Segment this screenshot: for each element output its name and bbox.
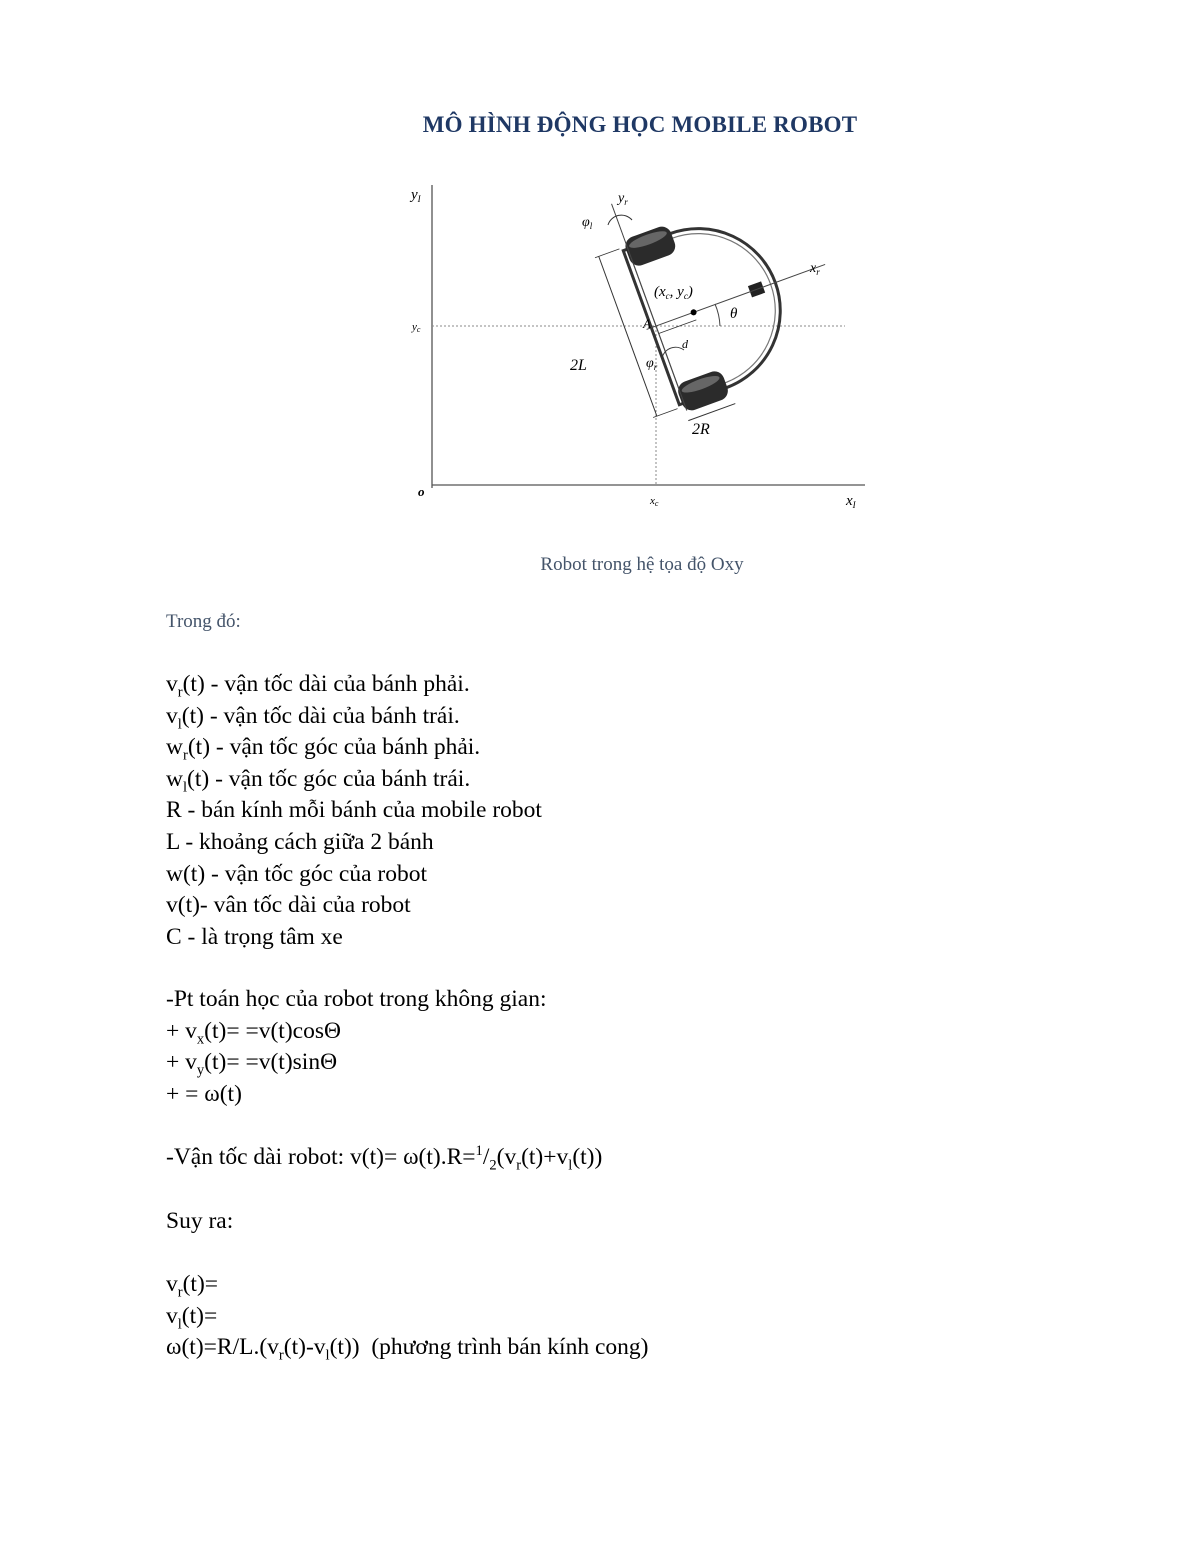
d-label: d [682,337,688,351]
definition-item: $v_r(t)$ - vận tốc dài của bánh phải. [166,671,470,701]
definitions-list [166,669,542,953]
intro-text: Trong đó: [166,611,241,632]
center-point [690,308,698,316]
a-point-label: A [643,316,651,331]
definition-item: w(t) - vận tốc góc của robot [166,860,428,887]
definition-item: $v_l(t)$ - vận tốc dài của bánh trái. [166,702,460,733]
figure-caption: Robot trong hệ tọa độ Oxy [540,554,744,575]
result-line: $v_r(t)=$ [166,1271,219,1301]
results-block [166,1269,648,1364]
definition-item: v(t)- vân tốc dài của robot [166,892,411,919]
2r-label: 2R [692,421,710,438]
equation-line: + $v_y(t)= =v(t)\sin\Theta$ [166,1049,338,1079]
theta-label: θ [730,306,738,322]
definition-item: $w_l(t)$ - vận tốc góc của bánh trái. [166,765,471,796]
definition-item: R - bán kính mỗi bánh của mobile robot [166,797,542,824]
result-line: $v_l(t)=$ [166,1302,218,1333]
phi-l-arc [608,215,632,225]
theta-arc [715,304,720,326]
center-coordinate-label: ($x_c$, $y_c$) [654,284,693,301]
definition-item: L - khoảng cách giữa 2 bánh [166,828,434,855]
2l-dimension-line [599,256,657,416]
y-axis-label: $y_I$ [411,187,421,204]
xc-label: xc [650,495,659,508]
equations-title: -Pt toán học của robot trong không gian: [166,986,547,1012]
equations-block [166,984,547,1110]
equation-line: + $v_x(t)= =v(t)\cos\Theta$ [166,1017,341,1048]
omega-equation: $\omega(t)=R/L.(v_r(t)-v_l(t))$ (phương trình bán kính cong) [166,1334,649,1364]
document-title: MÔ HÌNH ĐỘNG HỌC MOBILE ROBOT [422,112,858,137]
xr-label: $x_r$ [810,261,820,277]
origin-label: o [418,484,425,499]
phi-r-label: $\varphi_r$ [646,356,658,372]
definition-item: C - là trọng tâm xe [166,923,343,950]
2l-label: 2L [570,357,587,374]
suy-ra-label: Suy ra: [166,1208,234,1234]
equation-line: + = ω(t) [166,1080,242,1107]
velocity-equation: -Vận tốc dài robot: $v(t)= \omega(t).R=^1/_2(v_r(t)+v_l(t))$ [166,1143,603,1174]
phi-l-label: $\varphi_l$ [582,215,593,231]
yr-label: $y_r$ [618,191,628,207]
d-dimension-line [659,320,697,334]
robot-diagram [400,180,880,515]
yc-label: yc [412,321,421,334]
definition-item: $w_r(t)$ - vận tốc góc của bánh phải. [166,734,481,764]
x-axis-label: $x_I$ [846,493,856,510]
